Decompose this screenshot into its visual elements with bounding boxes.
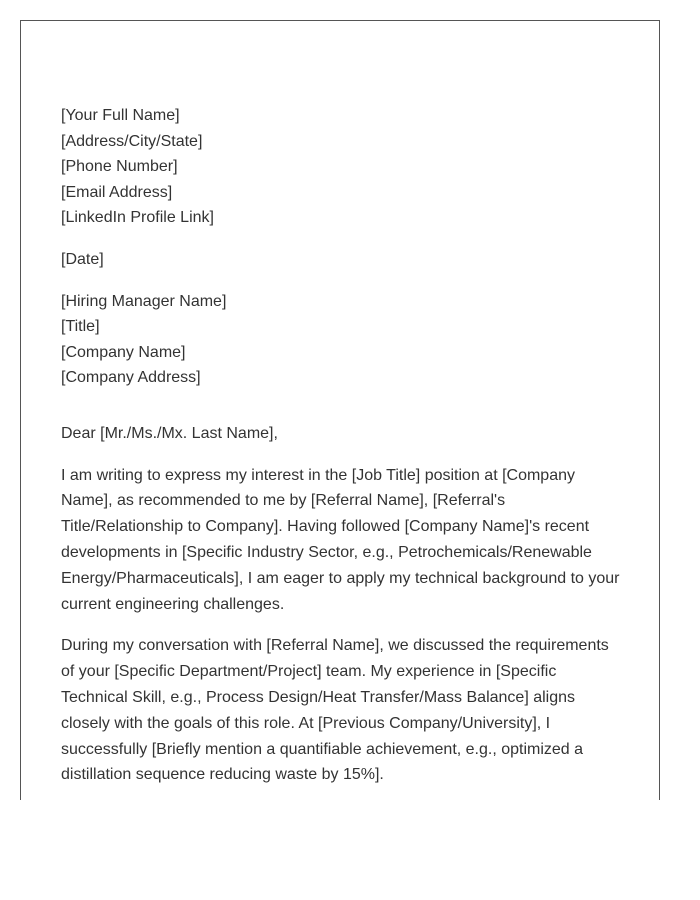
salutation-text: Dear [Mr./Ms./Mx. Last Name], [61, 424, 278, 442]
salutation [61, 421, 626, 447]
recipient-name: [Hiring Manager Name] [61, 292, 227, 310]
letter-body [61, 103, 626, 804]
sender-block [61, 103, 626, 231]
sender-address: [Address/City/State] [61, 132, 203, 150]
paragraph-experience: During my conversation with [Referral Name], we discussed the requirements of your [Specific Department/Project] team. My experience in [Specific Technical Skill, e.g., Process Design/Heat Transfer/Mass Balance] aligns closely with the goals of this role. At [Previous Company/University], I successfully [Briefly mention a quantifiable achievement, e.g., optimized a distillation sequence reducing waste by 15%]. [61, 637, 609, 784]
letter-page [20, 20, 660, 800]
sender-linkedin: [LinkedIn Profile Link] [61, 209, 214, 227]
sender-name: [Your Full Name] [61, 107, 180, 124]
sender-phone: [Phone Number] [61, 158, 178, 176]
letter-date: [Date] [61, 250, 104, 268]
sender-email: [Email Address] [61, 183, 173, 201]
recipient-title: [Title] [61, 318, 100, 336]
recipient-address: [Company Address] [61, 369, 201, 387]
recipient-company: [Company Name] [61, 343, 186, 361]
paragraph-intro: I am writing to express my interest in the [Job Title] position at [Company Name], as recommended to me by [Referral Name], [Referral's Title/Relationship to Company]. Having followed [Company Name]'s recent developments in [Specific Industry Sector, e.g., Petrochemicals/Renewable Energy/Pharmaceuticals], I am eager to apply my technical background to your current engineering challenges. [61, 466, 620, 613]
recipient-block [61, 289, 626, 391]
date-block [61, 247, 626, 273]
